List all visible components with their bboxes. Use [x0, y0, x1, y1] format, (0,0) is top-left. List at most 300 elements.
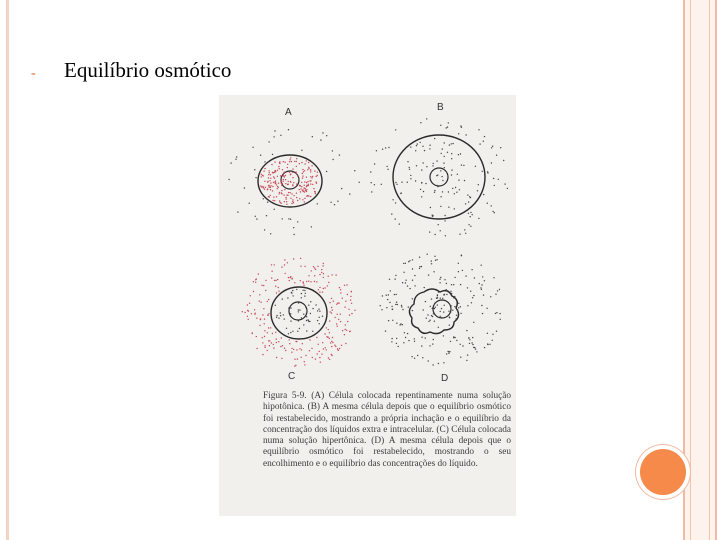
solute-dot	[427, 254, 428, 255]
solute-dot	[254, 309, 255, 310]
solute-dot	[293, 202, 294, 203]
solute-dot	[381, 184, 382, 185]
solute-dot	[420, 122, 421, 123]
solute-dot	[347, 294, 348, 295]
solute-dot	[331, 307, 332, 308]
solute-dot	[302, 175, 303, 176]
solute-dot	[320, 139, 321, 140]
solute-dot	[456, 340, 457, 341]
solute-dot	[468, 337, 469, 338]
solute-dot	[317, 175, 318, 176]
solute-dot	[441, 308, 442, 309]
solute-dot	[314, 170, 315, 171]
solute-dot	[285, 273, 286, 274]
solute-dot	[401, 182, 402, 183]
solute-dot	[388, 294, 389, 295]
solute-dot	[348, 309, 349, 310]
solute-dot	[436, 297, 437, 298]
solute-dot	[280, 135, 281, 136]
solute-dot	[487, 333, 488, 334]
solute-dot	[319, 317, 320, 318]
solute-dot	[274, 280, 275, 281]
solute-dot	[290, 198, 291, 199]
solute-dot	[314, 267, 315, 268]
solute-dot	[256, 336, 257, 337]
solute-dot	[498, 179, 499, 180]
solute-dot	[332, 150, 333, 151]
slide-right-border-inner	[690, 0, 710, 540]
solute-dot	[319, 357, 320, 358]
solute-dot	[396, 323, 397, 324]
solute-dot	[256, 218, 257, 219]
panel-label-b: B	[437, 102, 444, 113]
solute-dot	[306, 195, 307, 196]
solute-dot	[386, 307, 387, 308]
solute-dot	[267, 350, 268, 351]
solute-dot	[268, 141, 269, 142]
solute-dot	[391, 306, 392, 307]
solute-dot	[286, 201, 287, 202]
solute-dot	[391, 341, 392, 342]
solute-dot	[469, 339, 470, 340]
solute-dot	[440, 170, 441, 171]
solute-dot	[311, 348, 312, 349]
cell-b-nucleus	[430, 168, 448, 186]
solute-dot	[268, 299, 269, 300]
solute-dot	[460, 125, 461, 126]
solute-dot	[278, 318, 279, 319]
solute-dot	[314, 281, 315, 282]
solute-dot	[304, 181, 305, 182]
solute-dot	[316, 176, 317, 177]
solute-dot	[338, 319, 339, 320]
solute-dot	[335, 274, 336, 275]
solute-dot	[337, 201, 338, 202]
solute-dot	[280, 346, 281, 347]
solute-dot	[440, 196, 441, 197]
solute-dot	[446, 289, 447, 290]
solute-dot	[292, 177, 293, 178]
solute-dot	[407, 333, 408, 334]
solute-dot	[461, 164, 462, 165]
solute-dot	[450, 312, 451, 313]
solute-dot	[268, 313, 269, 314]
solute-dot	[455, 187, 456, 188]
solute-dot	[291, 292, 292, 293]
solute-dot	[496, 312, 497, 313]
solute-dot	[282, 169, 283, 170]
solute-dot	[402, 309, 403, 310]
solute-dot	[275, 305, 276, 306]
solute-dot	[306, 316, 307, 317]
solute-dot	[298, 320, 299, 321]
solute-dot	[312, 136, 313, 137]
solute-dot	[465, 134, 466, 135]
solute-dot	[432, 165, 433, 166]
solute-dot	[445, 235, 446, 236]
solute-dot	[228, 179, 229, 180]
solute-dot	[395, 182, 396, 183]
solute-dot	[304, 198, 305, 199]
solute-dot	[261, 186, 262, 187]
solute-dot	[251, 313, 252, 314]
solute-dot	[312, 357, 313, 358]
solute-dot	[318, 309, 319, 310]
solute-dot	[433, 163, 434, 164]
solute-dot	[277, 279, 278, 280]
solute-dot	[269, 187, 270, 188]
solute-dot	[284, 318, 285, 319]
solute-dot	[473, 347, 474, 348]
solute-dot	[474, 277, 475, 278]
solute-dot	[305, 355, 306, 356]
solute-dot	[407, 285, 408, 286]
solute-dot	[441, 153, 442, 154]
solute-dot	[440, 125, 441, 126]
solute-dot	[292, 199, 293, 200]
solute-dot	[432, 216, 433, 217]
solute-dot	[390, 290, 391, 291]
solute-dot	[261, 174, 262, 175]
solute-dot	[332, 342, 333, 343]
solute-dot	[465, 203, 466, 204]
solute-dot	[264, 347, 265, 348]
solute-dot	[283, 181, 284, 182]
solute-dot	[453, 284, 454, 285]
solute-dot	[470, 291, 471, 292]
solute-dot	[320, 362, 321, 363]
solute-dot	[301, 186, 302, 187]
solute-dot	[350, 299, 351, 300]
solute-dot	[286, 198, 287, 199]
solute-dot	[328, 357, 329, 358]
solute-dot	[435, 307, 436, 308]
osmosis-figure	[219, 95, 516, 516]
solute-dot	[405, 282, 406, 283]
solute-dot	[270, 182, 271, 183]
solute-dot	[460, 306, 461, 307]
solute-dot	[300, 258, 301, 259]
solute-dot	[398, 346, 399, 347]
solute-dot	[295, 365, 296, 366]
solute-dot	[396, 294, 397, 295]
solute-dot	[272, 186, 273, 187]
solute-dot	[448, 353, 449, 354]
solute-dot	[482, 171, 483, 172]
solute-dot	[454, 296, 455, 297]
solute-dot	[258, 273, 259, 274]
solute-dot	[278, 341, 279, 342]
solute-dot	[460, 153, 461, 154]
solute-dot	[421, 266, 422, 267]
solute-dot	[274, 177, 275, 178]
solute-dot	[278, 287, 279, 288]
solute-dot	[322, 291, 323, 292]
solute-dot	[344, 329, 345, 330]
solute-dot	[471, 342, 472, 343]
solute-dot	[336, 304, 337, 305]
solute-dot	[247, 316, 248, 317]
solute-dot	[334, 345, 335, 346]
solute-dot	[287, 167, 288, 168]
solute-dot	[472, 214, 473, 215]
solute-dot	[425, 183, 426, 184]
solute-dot	[274, 200, 275, 201]
solute-dot	[279, 162, 280, 163]
solute-dot	[415, 150, 416, 151]
solute-dot	[278, 166, 279, 167]
solute-dot	[264, 336, 265, 337]
solute-dot	[280, 312, 281, 313]
solute-dot	[483, 294, 484, 295]
solute-dot	[283, 194, 284, 195]
solute-dot	[411, 356, 412, 357]
solute-dot	[282, 218, 283, 219]
solute-dot	[438, 327, 439, 328]
solute-dot	[441, 300, 442, 301]
solute-dot	[324, 333, 325, 334]
solute-dot	[408, 306, 409, 307]
solute-dot	[287, 297, 288, 298]
solute-dot	[303, 285, 304, 286]
solute-dot	[267, 332, 268, 333]
solute-dot	[389, 302, 390, 303]
solute-dot	[303, 191, 304, 192]
solute-dot	[264, 323, 265, 324]
solute-dot	[337, 348, 338, 349]
solute-dot	[345, 301, 346, 302]
solute-dot	[281, 337, 282, 338]
solute-dot	[331, 341, 332, 342]
solute-dot	[503, 160, 504, 161]
solute-dot	[382, 149, 383, 150]
solute-dot	[391, 213, 392, 214]
solute-dot	[325, 347, 326, 348]
solute-dot	[350, 331, 351, 332]
solute-dot	[434, 234, 435, 235]
solute-dot	[461, 127, 462, 128]
solute-dot	[285, 197, 286, 198]
solute-dot	[344, 285, 345, 286]
solute-dot	[318, 289, 319, 290]
solute-dot	[304, 266, 305, 267]
cell-b-membrane	[393, 135, 485, 219]
solute-dot	[496, 331, 497, 332]
solute-dot	[334, 317, 335, 318]
solute-dot	[274, 181, 275, 182]
solute-dot	[262, 175, 263, 176]
solute-dot	[486, 308, 487, 309]
solute-dot	[304, 361, 305, 362]
solute-dot	[278, 291, 279, 292]
solute-dot	[443, 162, 444, 163]
solute-dot	[262, 337, 263, 338]
solute-dot	[374, 184, 375, 185]
solute-dot	[308, 305, 309, 306]
solute-dot	[264, 189, 265, 190]
solute-dot	[415, 180, 416, 181]
solute-dot	[307, 181, 308, 182]
solute-dot	[402, 324, 403, 325]
solute-dot	[350, 296, 351, 297]
solute-dot	[299, 163, 300, 164]
solute-dot	[290, 157, 291, 158]
solute-dot	[287, 184, 288, 185]
solute-dot	[392, 308, 393, 309]
solute-dot	[395, 275, 396, 276]
solute-dot	[439, 279, 440, 280]
solute-dot	[301, 317, 302, 318]
solute-dot	[331, 346, 332, 347]
solute-dot	[438, 224, 439, 225]
solute-dot	[293, 195, 294, 196]
solute-dot	[289, 159, 290, 160]
solute-dot	[425, 301, 426, 302]
solute-dot	[345, 324, 346, 325]
solute-dot	[442, 180, 443, 181]
solute-dot	[438, 363, 439, 364]
solute-dot	[428, 360, 429, 361]
solute-dot	[298, 302, 299, 303]
solute-dot	[435, 333, 436, 334]
solute-dot	[284, 176, 285, 177]
solute-dot	[479, 143, 480, 144]
solute-dot	[284, 201, 285, 202]
solute-dot	[454, 277, 455, 278]
solute-dot	[472, 344, 473, 345]
solute-dot	[262, 354, 263, 355]
solute-dot	[270, 187, 271, 188]
solute-dot	[327, 337, 328, 338]
solute-dot	[306, 182, 307, 183]
solute-dot	[309, 339, 310, 340]
solute-dot	[311, 177, 312, 178]
solute-dot	[448, 351, 449, 352]
solute-dot	[260, 155, 261, 156]
solute-dot	[331, 355, 332, 356]
solute-dot	[438, 291, 439, 292]
solute-dot	[301, 297, 302, 298]
solute-dot	[469, 343, 470, 344]
solute-dot	[301, 349, 302, 350]
solute-dot	[414, 275, 415, 276]
solute-dot	[288, 192, 289, 193]
solute-dot	[451, 293, 452, 294]
solute-dot	[270, 189, 271, 190]
solute-dot	[468, 213, 469, 214]
solute-dot	[340, 292, 341, 293]
solute-dot	[464, 180, 465, 181]
solute-dot	[451, 169, 452, 170]
bullet-marker: -	[31, 66, 36, 81]
solute-dot	[351, 291, 352, 292]
solute-dot	[296, 289, 297, 290]
solute-dot	[269, 196, 270, 197]
solute-dot	[314, 275, 315, 276]
solute-dot	[386, 166, 387, 167]
solute-dot	[255, 216, 256, 217]
solute-dot	[304, 191, 305, 192]
solute-dot	[461, 255, 462, 256]
solute-dot	[437, 185, 438, 186]
solute-dot	[263, 285, 264, 286]
solute-dot	[271, 264, 272, 265]
solute-dot	[317, 320, 318, 321]
solute-dot	[248, 319, 249, 320]
solute-dot	[483, 194, 484, 195]
solute-dot	[273, 136, 274, 137]
solute-dot	[281, 266, 282, 267]
solute-dot	[299, 328, 300, 329]
solute-dot	[387, 299, 388, 300]
solute-dot	[322, 265, 323, 266]
solute-dot	[468, 224, 469, 225]
solute-dot	[440, 230, 441, 231]
solute-dot	[304, 185, 305, 186]
solute-dot	[290, 313, 291, 314]
solute-dot	[447, 152, 448, 153]
solute-dot	[279, 200, 280, 201]
solute-dot	[312, 184, 313, 185]
solute-dot	[481, 289, 482, 290]
solute-dot	[262, 186, 263, 187]
solute-dot	[329, 359, 330, 360]
solute-dot	[317, 353, 318, 354]
solute-dot	[405, 337, 406, 338]
solute-dot	[387, 169, 388, 170]
solute-dot	[500, 147, 501, 148]
solute-dot	[295, 171, 296, 172]
solute-dot	[301, 293, 302, 294]
solute-dot	[426, 166, 427, 167]
solute-dot	[275, 286, 276, 287]
solute-dot	[392, 199, 393, 200]
solute-dot	[430, 306, 431, 307]
solute-dot	[332, 337, 333, 338]
solute-dot	[410, 146, 411, 147]
solute-dot	[434, 321, 435, 322]
solute-dot	[424, 287, 425, 288]
solute-dot	[385, 330, 386, 331]
solute-dot	[484, 347, 485, 348]
solute-dot	[448, 122, 449, 123]
solute-dot	[446, 353, 447, 354]
solute-dot	[256, 318, 257, 319]
solute-dot	[305, 306, 306, 307]
solute-dot	[395, 218, 396, 219]
solute-dot	[444, 156, 445, 157]
solute-dot	[282, 298, 283, 299]
solute-dot	[253, 291, 254, 292]
solute-dot	[268, 177, 269, 178]
solute-dot	[466, 330, 467, 331]
solute-dot	[482, 276, 483, 277]
solute-dot	[354, 170, 355, 171]
solute-dot	[310, 171, 311, 172]
solute-dot	[465, 275, 466, 276]
solute-dot	[289, 339, 290, 340]
solute-dot	[274, 161, 275, 162]
solute-dot	[422, 162, 423, 163]
solute-dot	[271, 164, 272, 165]
solute-dot	[405, 280, 406, 281]
solute-dot	[454, 193, 455, 194]
solute-dot	[324, 287, 325, 288]
panel-label-c: C	[288, 371, 296, 382]
solute-dot	[274, 209, 275, 210]
solute-dot	[468, 201, 469, 202]
solute-dot	[444, 142, 445, 143]
